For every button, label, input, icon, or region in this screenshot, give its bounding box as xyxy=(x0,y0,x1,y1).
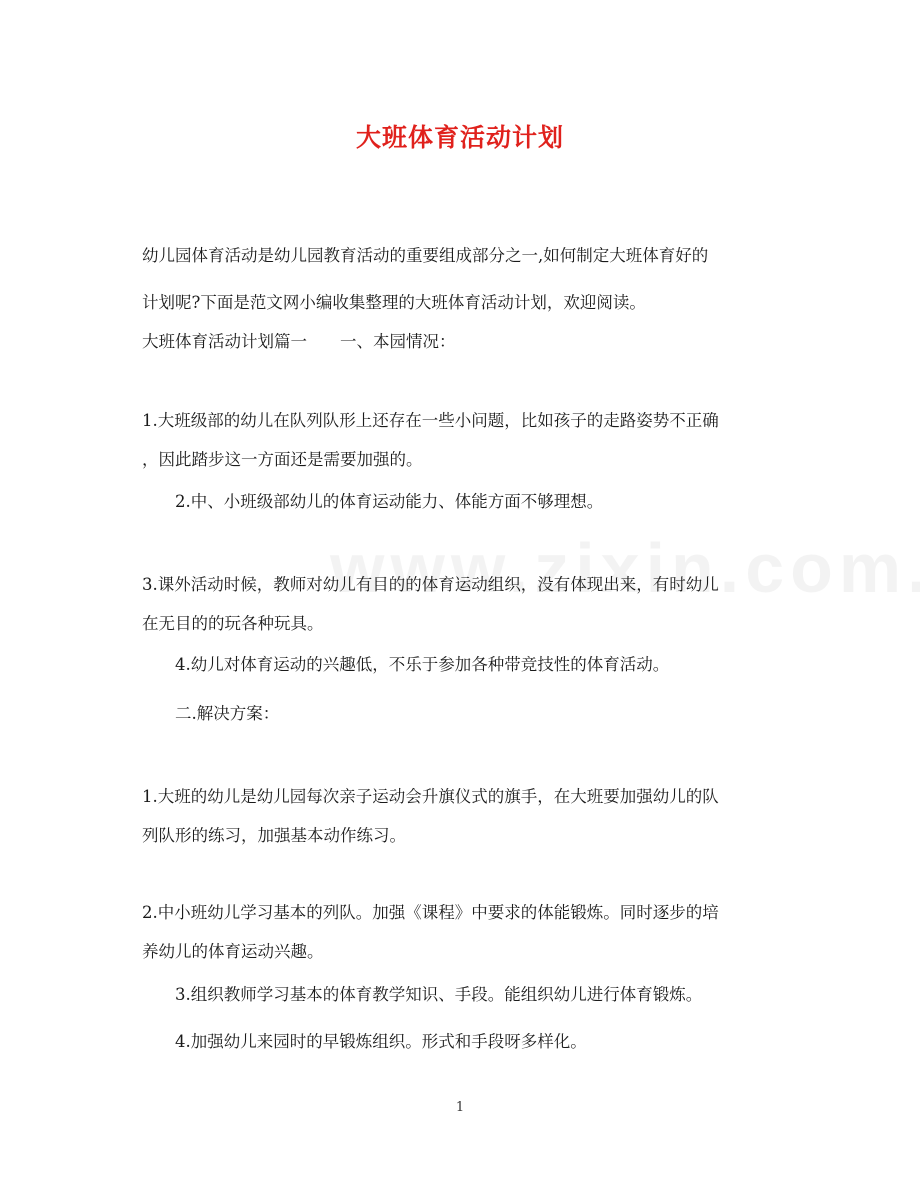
paragraph-line: ，因此踏步这一方面还是需要加强的。 xyxy=(142,450,423,469)
paragraph-line: 4.幼儿对体育运动的兴趣低，不乐于参加各种带竞技性的体育活动。 xyxy=(175,655,670,674)
paragraph-line: 养幼儿的体育运动兴趣。 xyxy=(142,942,324,961)
paragraph-line: 3.课外活动时候，教师对幼儿有目的的体育运动组织，没有体现出来，有时幼儿 xyxy=(142,575,719,594)
paragraph-line: 2.中、小班级部幼儿的体育运动能力、体能方面不够理想。 xyxy=(175,492,604,511)
paragraph-line: 2.中小班幼儿学习基本的列队。加强《课程》中要求的体能锻炼。同时逐步的培 xyxy=(142,903,719,922)
watermark xyxy=(330,528,920,608)
paragraph-line: 4.加强幼儿来园时的早锻炼组织。形式和手段呀多样化。 xyxy=(175,1032,587,1051)
paragraph-line: 在无目的的玩各种玩具。 xyxy=(142,614,324,633)
paragraph-line: 1.大班级部的幼儿在队列队形上还存在一些小问题，比如孩子的走路姿势不正确 xyxy=(142,411,719,430)
paragraph-line: 3.组织教师学习基本的体育教学知识、手段。能组织幼儿进行体育锻炼。 xyxy=(175,985,703,1004)
section-heading: 二.解决方案： xyxy=(175,704,280,723)
paragraph-line: 幼儿园体育活动是幼儿园教育活动的重要组成部分之一,如何制定大班体育好的 xyxy=(142,246,709,265)
document-title: 大班体育活动计划 xyxy=(355,123,564,152)
section-heading: 大班体育活动计划篇一 一、本园情况： xyxy=(142,332,456,351)
paragraph-line: 1.大班的幼儿是幼儿园每次亲子运动会升旗仪式的旗手，在大班要加强幼儿的队 xyxy=(142,787,719,806)
page-number: 1 xyxy=(455,1100,465,1115)
paragraph-line: 列队形的练习，加强基本动作练习。 xyxy=(142,826,406,845)
paragraph-line: 计划呢?下面是范文网小编收集整理的大班体育活动计划，欢迎阅读。 xyxy=(142,293,646,312)
